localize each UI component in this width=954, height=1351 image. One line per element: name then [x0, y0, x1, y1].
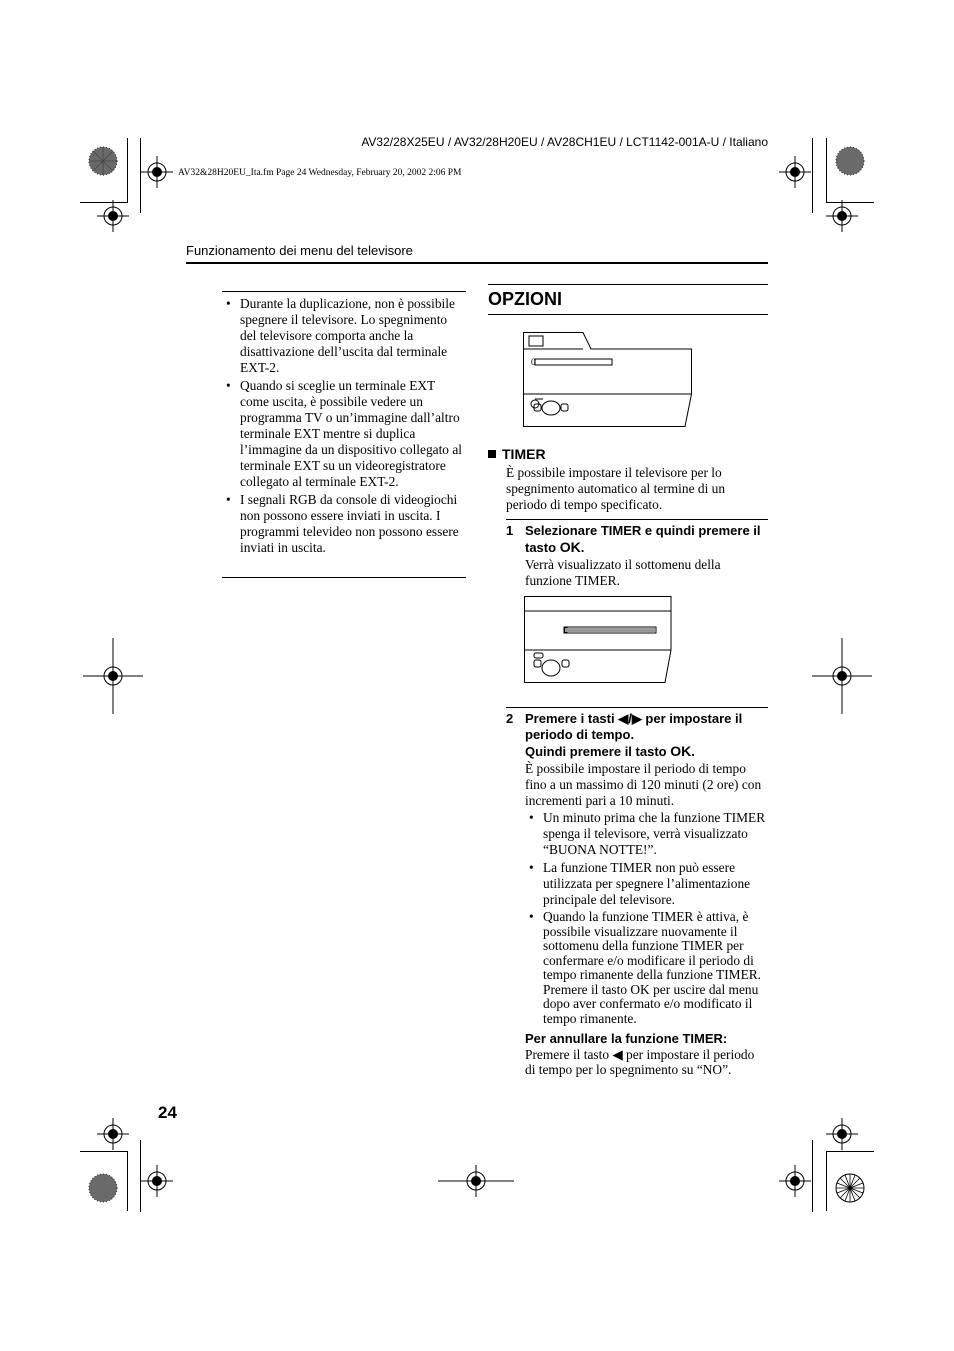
target-icon — [438, 1165, 514, 1197]
timer-intro: È possibile impostare il televisore per lo spegnimento automatico al termine di un periodo di tempo specificato. — [506, 465, 726, 512]
cancel-heading: Per annullare la funzione TIMER: — [525, 1031, 728, 1046]
target-icon — [97, 1118, 129, 1150]
cancel-text: Premere il tasto ◀ per impostare il periodo di tempo per lo spegnimento su “NO”. — [525, 1047, 755, 1077]
starburst-icon — [89, 147, 117, 175]
target-icon — [826, 1118, 858, 1150]
ok-button-label: OK — [559, 539, 581, 555]
model-line: AV32/28X25EU / AV32/28H20EU / AV28CH1EU / LCT1142-001A-U / Italiano — [361, 135, 768, 149]
left-top-rule — [222, 291, 466, 292]
target-icon — [141, 156, 173, 188]
left-bullet-list — [222, 296, 466, 558]
step1-number: 1 — [506, 523, 514, 538]
step2-instruction-b: Quindi premere il tasto OK. — [525, 743, 695, 759]
step2-description: È possibile impostare il periodo di tempo fino a un massimo di 120 minuti (2 ore) con incrementi pari a 10 minuti. — [525, 761, 762, 808]
target-icon — [779, 156, 811, 188]
list-item: • Quando si sceglie un terminale EXT come uscita, è possibile vedere un programma TV o un’immagine dall’altro terminale EXT mentre si duplica l’immagine da un dispositivo collegato al terminale EXT su un videoregistratore collegato al terminale EXT-2. — [222, 378, 466, 490]
color-wheel-icon — [836, 147, 864, 175]
screen1-row-label: 0 — [531, 357, 536, 367]
target-icon — [812, 638, 872, 714]
color-wheel-icon — [89, 1174, 117, 1202]
list-item: • Durante la duplicazione, non è possibile spegnere il televisore. Lo spegnimento del televisore comporta anche la disattivazione dell’uscita dal terminale EXT-2. — [222, 296, 466, 376]
target-icon — [83, 638, 143, 714]
opzioni-bottom-rule — [488, 314, 768, 315]
starburst-icon — [836, 1174, 864, 1202]
step2-instruction-b-text: Quindi premere il tasto — [525, 744, 667, 759]
target-icon — [141, 1165, 173, 1197]
timer-submenu-illustration — [524, 596, 674, 684]
target-icon — [779, 1165, 811, 1197]
step2-rule — [506, 707, 768, 708]
timer-heading-text: TIMER — [502, 446, 546, 462]
square-bullet-icon — [488, 450, 496, 458]
file-info: AV32&28H20EU_Ita.fm Page 24 Wednesday, February 20, 2002 2:06 PM — [178, 168, 462, 178]
step1-result: Verrà visualizzato il sottomenu della funzione TIMER. — [525, 557, 721, 588]
list-item: • I segnali RGB da console di videogiochi non possono essere inviati in uscita. I programmi televideo non possono essere inviati in uscita. — [222, 492, 466, 556]
step2-instruction-a: Premere i tasti ◀/▶ per impostare il periodo di tempo. — [525, 711, 743, 742]
page-heading: OPZIONI — [488, 289, 563, 309]
left-bottom-rule — [222, 577, 466, 578]
step2-number: 2 — [506, 711, 514, 726]
section-title: Funzionamento dei menu del televisore — [186, 243, 413, 258]
header-rule — [186, 262, 768, 264]
target-icon — [826, 200, 858, 232]
step2-bullet-list — [525, 810, 770, 1028]
list-item: • Un minuto prima che la funzione TIMER spenga il televisore, verrà visualizzato “BUONA NOTTE!”. — [525, 810, 770, 858]
ok-button-label: OK — [670, 743, 692, 759]
opzioni-top-rule — [488, 284, 768, 285]
step1-rule — [506, 519, 768, 520]
page-number: 24 — [158, 1103, 177, 1122]
list-item: • La funzione TIMER non può essere utilizzata per spegnere l’alimentazione principale del televisore. — [525, 860, 770, 908]
target-icon — [97, 200, 129, 232]
list-item: • Quando la funzione TIMER è attiva, è possibile visualizzare nuovamente il sottomenu della funzione TIMER per confermare e/o modificare il periodo di tempo rimanente della funzione TIMER. Premere il tasto OK per uscire dal menu dopo aver confermato e/o modificato il tempo rimanente. — [525, 910, 770, 1026]
timer-heading — [488, 446, 546, 463]
step1-instruction: Selezionare TIMER e quindi premere il tasto OK. — [525, 523, 761, 555]
step1-instruction-text: Selezionare TIMER e quindi premere il tasto — [525, 523, 761, 555]
menu-screen-illustration — [523, 332, 695, 428]
